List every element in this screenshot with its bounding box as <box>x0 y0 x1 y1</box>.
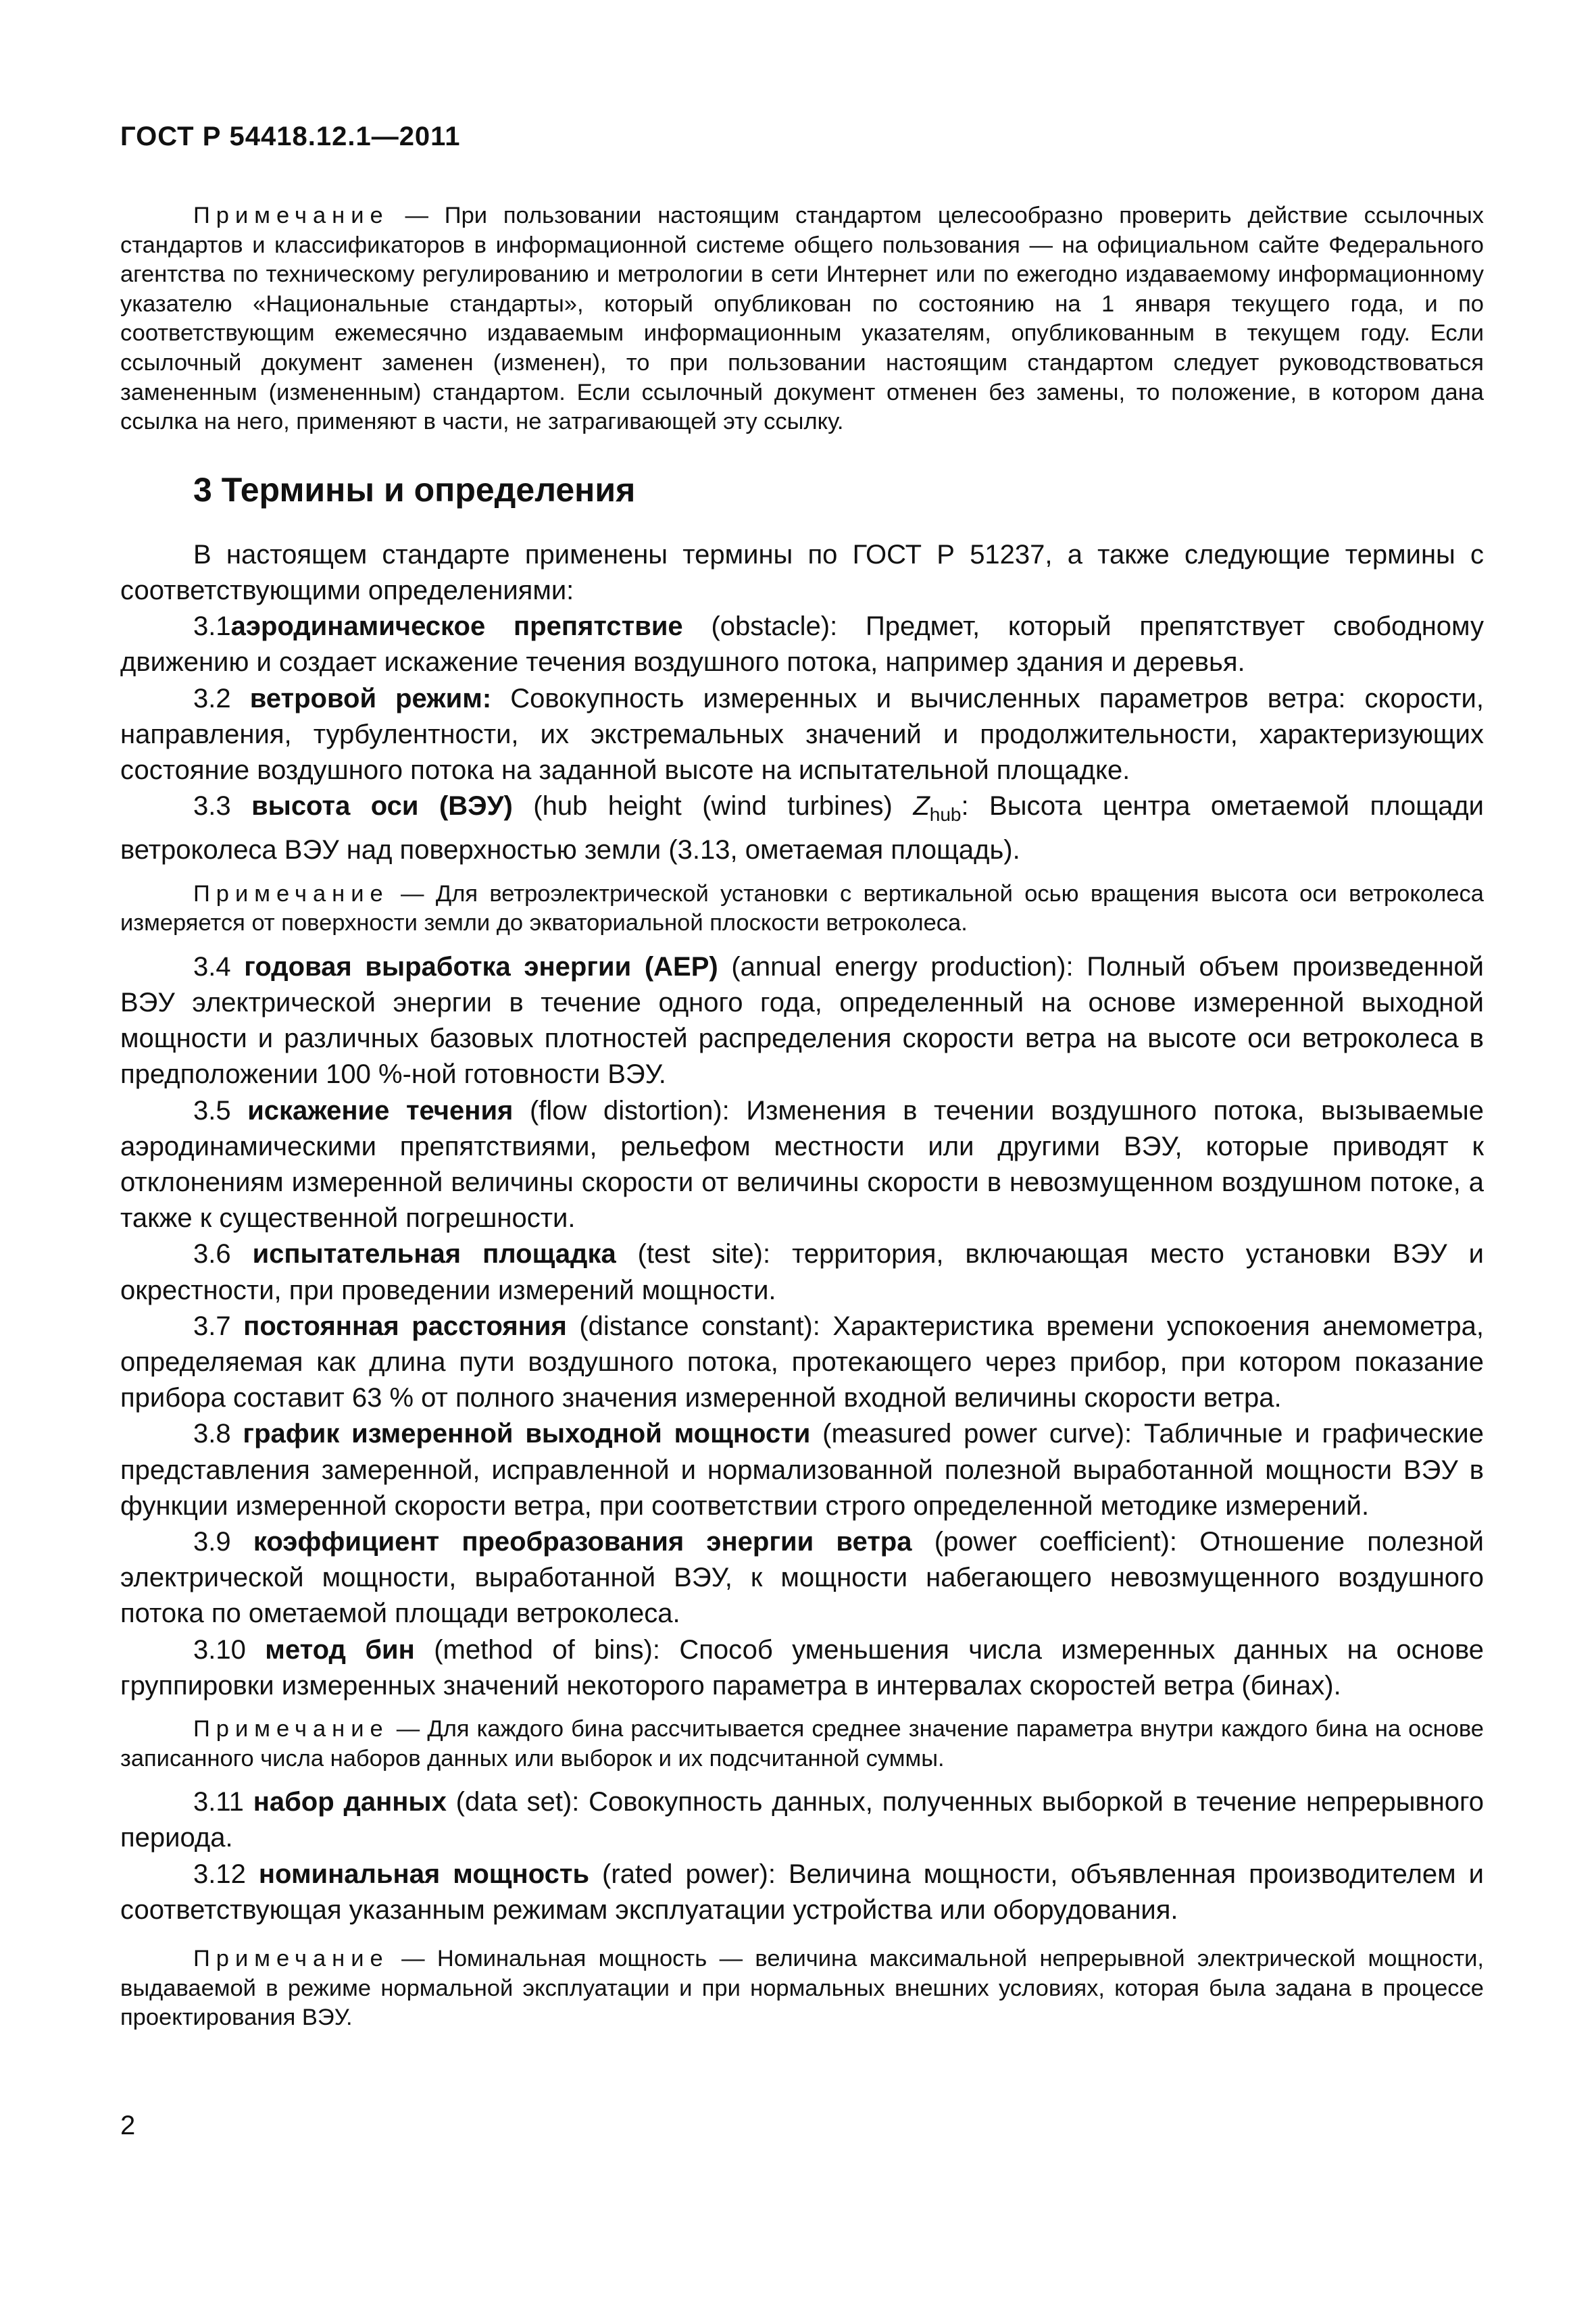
term-number: 3.12 <box>193 1859 259 1889</box>
term-definition <box>120 1309 1484 1417</box>
note-label: Примечание <box>193 880 389 907</box>
note-label: Примечание <box>193 203 389 228</box>
term-name: искажение течения <box>247 1095 514 1126</box>
term-number: 3.4 <box>193 951 245 982</box>
term-number: 3.1 <box>193 611 231 642</box>
term-name: набор данных <box>253 1787 447 1817</box>
term-number: 3.8 <box>193 1419 243 1449</box>
section-title: 3 Термины и определения <box>193 470 636 509</box>
term-text: (distance constant): Характеристика времени успокоения анемометра, определяемая как длина пути воздушного потока, протекающего через прибор, при котором показание прибора составит 63 % от полного значения измеренной входной величины скорости ветра. <box>120 1311 1485 1413</box>
term-name: ветровой режим: <box>249 683 492 713</box>
term-name: аэродинамическое препятствие <box>230 611 683 642</box>
term-number: 3.2 <box>193 683 250 713</box>
term-definition <box>120 1784 1484 1856</box>
term-number: 3.7 <box>193 1311 244 1341</box>
note-text: — Номинальная мощность — величина максимальной непрерывной электрической мощности, выдаваемой в режиме нормальной эксплуатации и при нормальных внешних условиях, которая была задана в процессе проектирования ВЭУ. <box>120 1946 1484 2031</box>
term-name: годовая выработка энергии (АЕР) <box>244 951 718 982</box>
term-text: (hub height (wind turbines) <box>512 791 914 822</box>
term-note <box>120 1944 1484 2033</box>
term-name: высота оси (ВЭУ) <box>251 791 513 822</box>
note-label: Примечание <box>193 1716 389 1742</box>
section-intro: В настоящем стандарте применены термины по ГОСТ Р 51237, а также следующие термины с соответствующими определениями: <box>120 539 1484 605</box>
term-text: (method of bins): Способ уменьшения числа измеренных данных на основе группировки измеренных значений некоторого параметра в интервалах скоростей ветра (бинах). <box>120 1634 1484 1701</box>
term-name: испытательная площадка <box>252 1239 616 1269</box>
term-definition <box>120 609 1484 680</box>
term-text: (data set): Совокупность данных, полученных выборкой в течение непрерывного периода. <box>120 1787 1484 1853</box>
term-definition <box>120 1524 1484 1632</box>
term-text: (power coefficient): Отношение полезной электрической мощности, выработанной ВЭУ, к мощности набегающего невозмущенного воздушного потока по ометаемой площади ветроколеса. <box>120 1527 1485 1629</box>
term-definition <box>120 1236 1484 1308</box>
term-name: постоянная расстояния <box>243 1311 567 1341</box>
term-text: : Высота центра ометаемой площади ветроколеса ВЭУ над поверхностью земли (3.13, ометаемая площадь). <box>120 791 1485 865</box>
term-text: (rated power): Величина мощности, объявленная производителем и соответствующая указанным режимам эксплуатации устройства или оборудования. <box>120 1859 1484 1925</box>
document-header: ГОСТ Р 54418.12.1—2011 <box>120 122 461 151</box>
term-number: 3.11 <box>193 1787 253 1817</box>
term-definition <box>120 1093 1484 1237</box>
term-symbol-subscript: hub <box>929 804 962 826</box>
term-number: 3.10 <box>193 1634 266 1665</box>
page-number: 2 <box>120 2111 136 2140</box>
term-text: (flow distortion): Изменения в течении воздушного потока, вызываемые аэродинамическими препятствиями, рельефом местности или другими ВЭУ, которые приводят к отклонениям измеренной величины скорости от величины скорости в невозмущенном воздушном потоке, а также к существенной погрешности. <box>120 1095 1485 1234</box>
term-number: 3.9 <box>193 1527 253 1557</box>
term-text: Совокупность измеренных и вычисленных параметров ветра: скорости, направления, турбулентности, их экстремальных значений и продолжительности, характеризующих состояние воздушного потока на заданной высоте на испытательной площадке. <box>120 683 1484 785</box>
term-text: (annual energy production): Полный объем произведенной ВЭУ электрической энергии в течение одного года, определенный на основе измеренной выходной мощности и различных базовых плотностей распределения скорости ветра на высоте оси ветроколеса в предположении 100 %-ной готовности ВЭУ. <box>120 951 1485 1090</box>
term-definition <box>120 788 1484 868</box>
term-symbol: Z <box>913 791 930 822</box>
term-name: номинальная мощность <box>258 1859 590 1889</box>
document-body <box>120 201 1484 2033</box>
term-definition <box>120 1857 1484 1928</box>
term-number: 3.3 <box>193 791 252 822</box>
term-note <box>120 1715 1484 1774</box>
note-label: Примечание <box>193 1946 389 1972</box>
note-text: — При пользовании настоящим стандартом целесообразно проверить действие ссылочных стандартов и классификаторов в информационной системе общего пользования — на официальном сайте Федерального агентства по техническому регулированию и метрологии в сети Интернет или по ежегодно издаваемому информационному указателю «Национальные стандарты», который опубликован по состоянию на 1 января текущего года, и по соответствующим ежемесячно издаваемым информационным указателям, опубликованным в текущем году. Если ссылочный документ заменен (изменен), то при пользовании настоящим стандартом следует руководствоваться замененным (измененным) стандартом. Если ссылочный документ отменен без замены, то положение, в котором дана ссылка на него, применяют в части, не затрагивающей эту ссылку. <box>120 203 1484 435</box>
term-definition <box>120 1416 1484 1524</box>
term-text: (measured power curve): Табличные и графические представления замеренной, исправленной и нормализованной полезной выработанной мощности ВЭУ в функции измеренной скорости ветра, при соответствии строго определенной методике измерений. <box>120 1419 1485 1521</box>
term-number: 3.5 <box>193 1095 248 1126</box>
term-name: коэффициент преобразования энергии ветра <box>253 1527 912 1557</box>
term-number: 3.6 <box>193 1239 253 1269</box>
term-text: (test site): территория, включающая место установки ВЭУ и окрестности, при проведении измерений мощности. <box>120 1239 1484 1305</box>
term-definition <box>120 681 1484 789</box>
reference-note <box>120 201 1484 437</box>
term-name: метод бин <box>265 1634 415 1665</box>
term-text: (obstacle): Предмет, который препятствует свободному движению и создает искажение течения воздушного потока, например здания и деревья. <box>120 611 1484 678</box>
note-text: — Для каждого бина рассчитывается среднее значение параметра внутри каждого бина на основе записанного числа наборов данных или выборок и их подсчитанной суммы. <box>120 1716 1484 1771</box>
term-name: график измеренной выходной мощности <box>243 1419 811 1449</box>
note-text: — Для ветроэлектрической установки с вертикальной осью вращения высота оси ветроколеса измеряется от поверхности земли до экваториальной плоскости ветроколеса. <box>120 880 1484 936</box>
term-definition <box>120 1632 1484 1704</box>
term-note <box>120 880 1484 938</box>
term-definition <box>120 949 1484 1093</box>
